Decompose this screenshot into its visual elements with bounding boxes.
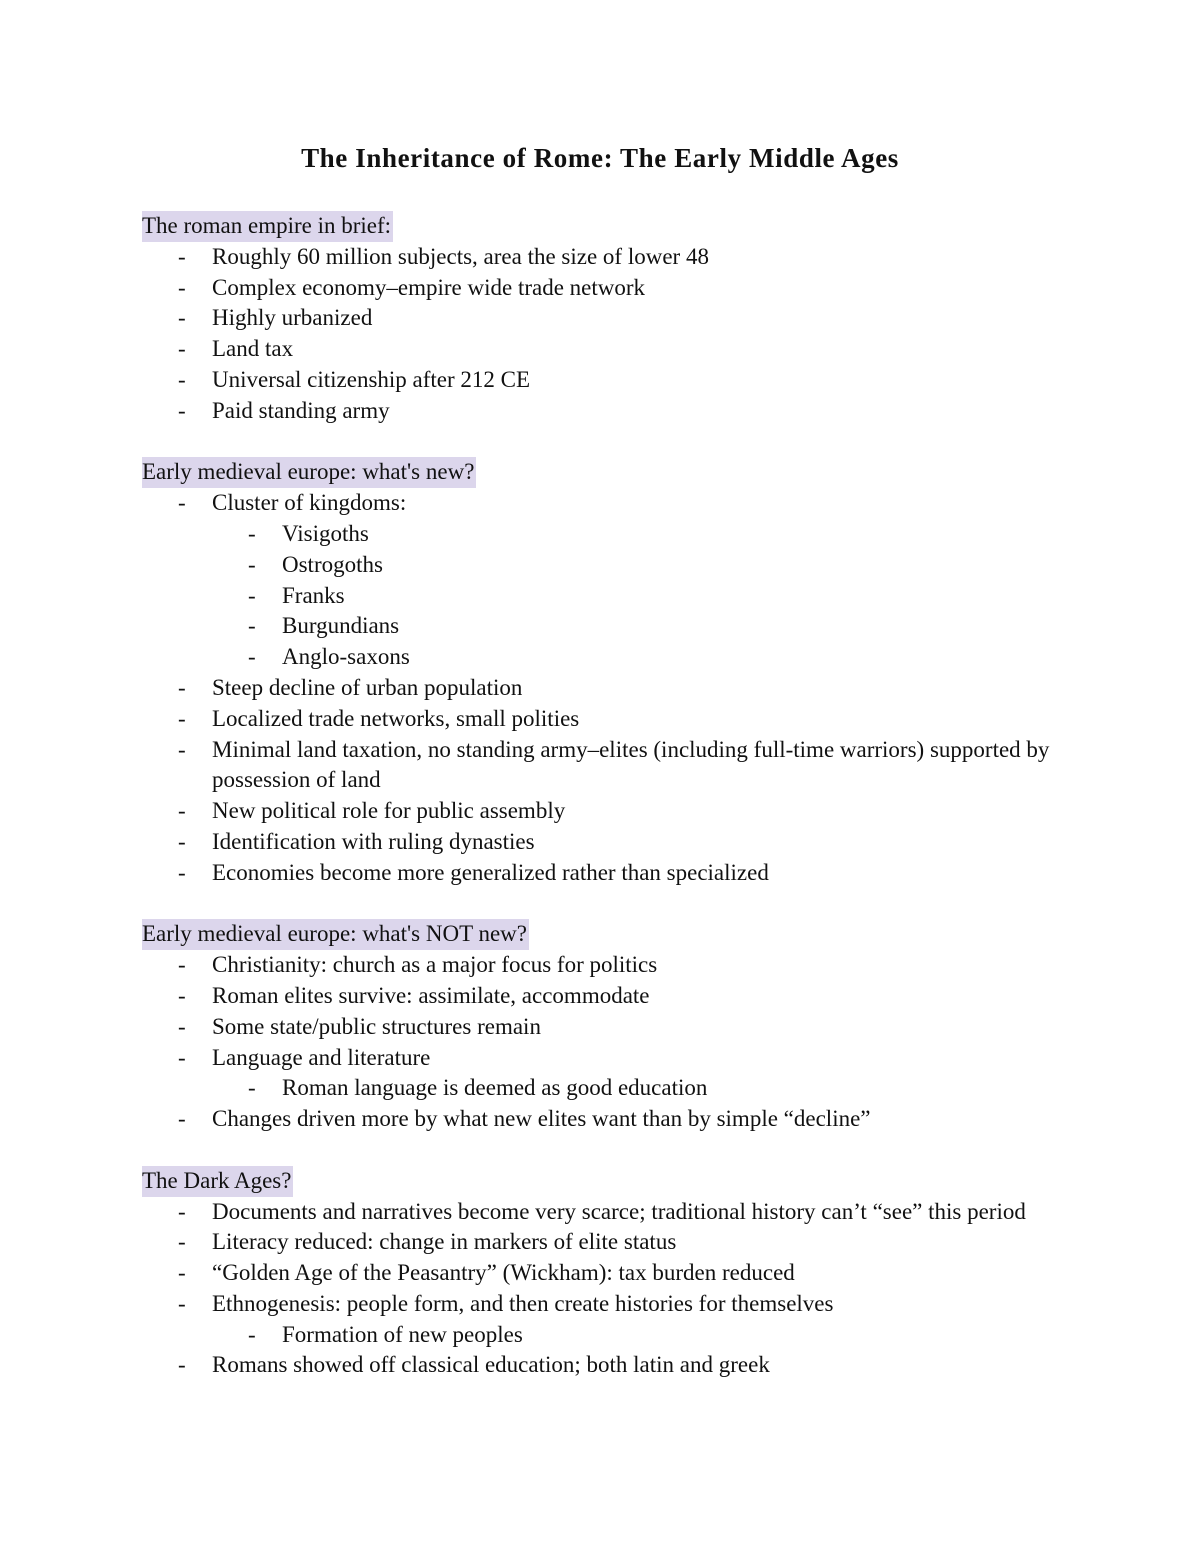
bullet-text: Steep decline of urban population xyxy=(212,674,523,700)
notes-body xyxy=(142,211,1082,1412)
bullet-text: Cluster of kingdoms: xyxy=(212,490,407,516)
bullet-text: Changes driven more by what new elites want than by simple “decline” xyxy=(212,1106,871,1132)
bullet-text: Paid standing army xyxy=(212,397,390,423)
sub-bullet-item xyxy=(142,1073,1082,1104)
bullet-item xyxy=(142,242,1082,273)
dash-bullet-icon: - xyxy=(248,582,256,608)
sub-bullet-item xyxy=(142,642,1082,673)
bullet-item xyxy=(142,1012,1082,1043)
bullet-text: Identification with ruling dynasties xyxy=(212,828,535,854)
dash-bullet-icon: - xyxy=(178,1352,186,1378)
sub-bullet-list xyxy=(212,519,1082,673)
bullet-item xyxy=(142,735,1082,797)
bullet-text: Complex economy–empire wide trade network xyxy=(212,274,646,300)
bullet-item xyxy=(142,334,1082,365)
dash-bullet-icon: - xyxy=(178,952,186,978)
dash-bullet-icon: - xyxy=(178,1290,186,1316)
bullet-text: Localized trade networks, small polities xyxy=(212,705,580,731)
section-heading: The roman empire in brief: xyxy=(142,211,393,242)
sub-bullet-text: Ostrogoths xyxy=(282,551,383,577)
dash-bullet-icon: - xyxy=(178,1013,186,1039)
dash-bullet-icon: - xyxy=(178,674,186,700)
sub-bullet-text: Anglo-saxons xyxy=(282,644,410,670)
bullet-list xyxy=(142,1197,1082,1382)
bullet-text: Land tax xyxy=(212,336,294,362)
bullet-item xyxy=(142,396,1082,427)
bullet-item xyxy=(142,303,1082,334)
sub-bullet-text: Roman language is deemed as good education xyxy=(282,1075,708,1101)
dash-bullet-icon: - xyxy=(178,982,186,1008)
sub-bullet-item xyxy=(142,550,1082,581)
bullet-item xyxy=(142,950,1082,981)
bullet-text: “Golden Age of the Peasantry” (Wickham): tax burden reduced xyxy=(212,1260,795,1286)
sub-bullet-item xyxy=(142,581,1082,612)
bullet-text: Ethnogenesis: people form, and then create histories for themselves xyxy=(212,1290,834,1316)
dash-bullet-icon: - xyxy=(178,1260,186,1286)
dash-bullet-icon: - xyxy=(178,274,186,300)
dash-bullet-icon: - xyxy=(178,828,186,854)
section xyxy=(142,1166,1082,1382)
sub-bullet-text: Burgundians xyxy=(282,613,400,639)
dash-bullet-icon: - xyxy=(178,736,186,762)
dash-bullet-icon: - xyxy=(248,613,256,639)
bullet-item xyxy=(142,827,1082,858)
bullet-text: Roman elites survive: assimilate, accommodate xyxy=(212,982,650,1008)
sub-bullet-item xyxy=(142,1320,1082,1351)
bullet-text: Universal citizenship after 212 CE xyxy=(212,366,531,392)
bullet-text: Literacy reduced: change in markers of elite status xyxy=(212,1229,677,1255)
sub-bullet-list xyxy=(212,1073,1082,1104)
bullet-text: Language and literature xyxy=(212,1044,431,1070)
bullet-item xyxy=(142,1104,1082,1135)
section-heading: The Dark Ages? xyxy=(142,1166,293,1197)
bullet-item xyxy=(142,1197,1082,1228)
dash-bullet-icon: - xyxy=(248,1321,256,1347)
dash-bullet-icon: - xyxy=(178,243,186,269)
section-heading: Early medieval europe: what's new? xyxy=(142,457,476,488)
dash-bullet-icon: - xyxy=(178,1106,186,1132)
bullet-text: Documents and narratives become very scarce; traditional history can’t “see” this period xyxy=(212,1198,1026,1224)
dash-bullet-icon: - xyxy=(248,520,256,546)
dash-bullet-icon: - xyxy=(178,859,186,885)
dash-bullet-icon: - xyxy=(178,1044,186,1070)
bullet-item xyxy=(142,365,1082,396)
bullet-item xyxy=(142,673,1082,704)
bullet-list xyxy=(142,242,1082,427)
section xyxy=(142,211,1082,427)
sub-bullet-list xyxy=(212,1320,1082,1351)
dash-bullet-icon: - xyxy=(178,490,186,516)
dash-bullet-icon: - xyxy=(178,705,186,731)
bullet-text: New political role for public assembly xyxy=(212,798,566,824)
sub-bullet-text: Franks xyxy=(282,582,345,608)
bullet-text: Roughly 60 million subjects, area the size of lower 48 xyxy=(212,243,709,269)
bullet-text: Christianity: church as a major focus for politics xyxy=(212,952,658,978)
dash-bullet-icon: - xyxy=(248,1075,256,1101)
dash-bullet-icon: - xyxy=(178,336,186,362)
bullet-item xyxy=(142,981,1082,1012)
bullet-item xyxy=(142,1043,1082,1105)
bullet-item xyxy=(142,1227,1082,1258)
dash-bullet-icon: - xyxy=(248,644,256,670)
bullet-list xyxy=(142,950,1082,1135)
dash-bullet-icon: - xyxy=(178,366,186,392)
sub-bullet-text: Formation of new peoples xyxy=(282,1321,523,1347)
page-title: The Inheritance of Rome: The Early Middle Ages xyxy=(301,143,899,173)
dash-bullet-icon: - xyxy=(248,551,256,577)
dash-bullet-icon: - xyxy=(178,305,186,331)
bullet-text: Highly urbanized xyxy=(212,305,373,331)
bullet-item xyxy=(142,488,1082,673)
dash-bullet-icon: - xyxy=(178,798,186,824)
bullet-list xyxy=(142,488,1082,888)
bullet-text: Romans showed off classical education; both latin and greek xyxy=(212,1352,770,1378)
section xyxy=(142,919,1082,1135)
bullet-text: Some state/public structures remain xyxy=(212,1013,541,1039)
section xyxy=(142,457,1082,888)
bullet-text: Minimal land taxation, no standing army–elites (including full-time warriors) supported by possession of land xyxy=(212,736,1050,793)
sub-bullet-item xyxy=(142,611,1082,642)
bullet-item xyxy=(142,858,1082,889)
bullet-item xyxy=(142,796,1082,827)
bullet-item xyxy=(142,1258,1082,1289)
section-heading: Early medieval europe: what's NOT new? xyxy=(142,919,529,950)
dash-bullet-icon: - xyxy=(178,1229,186,1255)
bullet-item xyxy=(142,1289,1082,1351)
dash-bullet-icon: - xyxy=(178,1198,186,1224)
dash-bullet-icon: - xyxy=(178,397,186,423)
bullet-item xyxy=(142,273,1082,304)
bullet-text: Economies become more generalized rather than specialized xyxy=(212,859,769,885)
bullet-item xyxy=(142,1350,1082,1381)
sub-bullet-item xyxy=(142,519,1082,550)
bullet-item xyxy=(142,704,1082,735)
sub-bullet-text: Visigoths xyxy=(282,520,369,546)
